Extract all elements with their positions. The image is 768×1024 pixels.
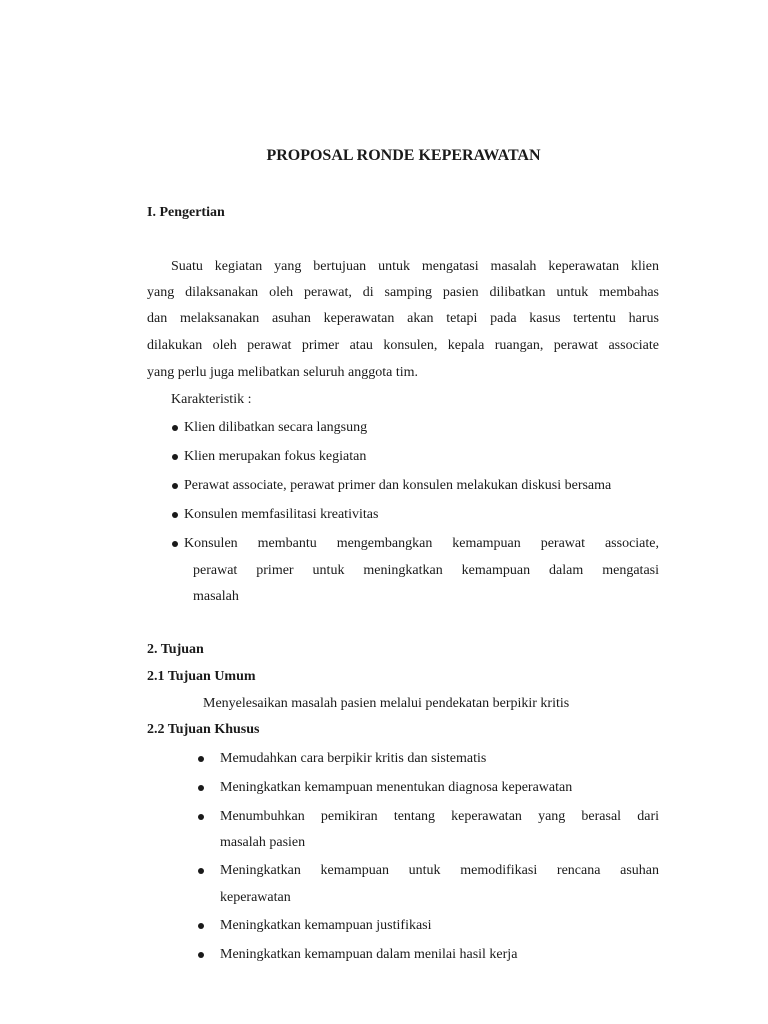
- paragraph-line: Suatu kegiatan yang bertujuan untuk mengatasi masalah keperawatan klien: [171, 259, 659, 274]
- list-item: Menumbuhkan pemikiran tentang keperawatan yang berasal dari: [220, 809, 659, 824]
- subheading-tujuan-khusus: 2.2 Tujuan Khusus: [147, 722, 260, 737]
- bullet-icon: [198, 923, 204, 929]
- list-item-continuation: perawat primer untuk meningkatkan kemampuan dalam mengatasi: [193, 563, 659, 578]
- paragraph-line: yang perlu juga melibatkan seluruh anggota tim.: [147, 365, 418, 380]
- bullet-icon: [172, 425, 178, 431]
- section-heading-tujuan: 2. Tujuan: [147, 642, 204, 657]
- bullet-icon: [172, 512, 178, 518]
- list-item: Meningkatkan kemampuan menentukan diagnosa keperawatan: [220, 780, 573, 795]
- bullet-icon: [198, 814, 204, 820]
- list-item: Klien dilibatkan secara langsung: [184, 420, 368, 435]
- bullet-icon: [198, 756, 204, 762]
- list-item: Perawat associate, perawat primer dan konsulen melakukan diskusi bersama: [184, 478, 612, 493]
- bullet-icon: [198, 952, 204, 958]
- subheading-tujuan-umum: 2.1 Tujuan Umum: [147, 669, 256, 684]
- list-item: Konsulen membantu mengembangkan kemampuan perawat associate,: [184, 536, 659, 551]
- list-item-continuation: masalah pasien: [220, 835, 306, 850]
- list-item-continuation: keperawatan: [220, 890, 291, 905]
- list-item: Meningkatkan kemampuan justifikasi: [220, 918, 432, 933]
- page-title: PROPOSAL RONDE KEPERAWATAN: [266, 147, 541, 164]
- bullet-icon: [198, 868, 204, 874]
- paragraph-line: dilakukan oleh perawat primer atau konsulen, kepala ruangan, perawat associate: [147, 338, 659, 353]
- section-heading-pengertian: I. Pengertian: [147, 205, 225, 220]
- list-item: Meningkatkan kemampuan untuk memodifikasi rencana asuhan: [220, 863, 659, 878]
- list-item: Meningkatkan kemampuan dalam menilai hasil kerja: [220, 947, 518, 962]
- list-item-continuation: masalah: [193, 589, 239, 604]
- bullet-icon: [198, 785, 204, 791]
- list-item: Memudahkan cara berpikir kritis dan sistematis: [220, 751, 487, 766]
- paragraph-line: yang dilaksanakan oleh perawat, di samping pasien dilibatkan untuk membahas: [147, 285, 659, 300]
- karakteristik-label: Karakteristik :: [171, 392, 252, 407]
- bullet-icon: [172, 454, 178, 460]
- list-item: Konsulen memfasilitasi kreativitas: [184, 507, 379, 522]
- paragraph-line: dan melaksanakan asuhan keperawatan akan tetapi pada kasus tertentu harus: [147, 311, 659, 326]
- tujuan-umum-text: Menyelesaikan masalah pasien melalui pendekatan berpikir kritis: [203, 696, 570, 711]
- bullet-icon: [172, 541, 178, 547]
- list-item: Klien merupakan fokus kegiatan: [184, 449, 367, 464]
- bullet-icon: [172, 483, 178, 489]
